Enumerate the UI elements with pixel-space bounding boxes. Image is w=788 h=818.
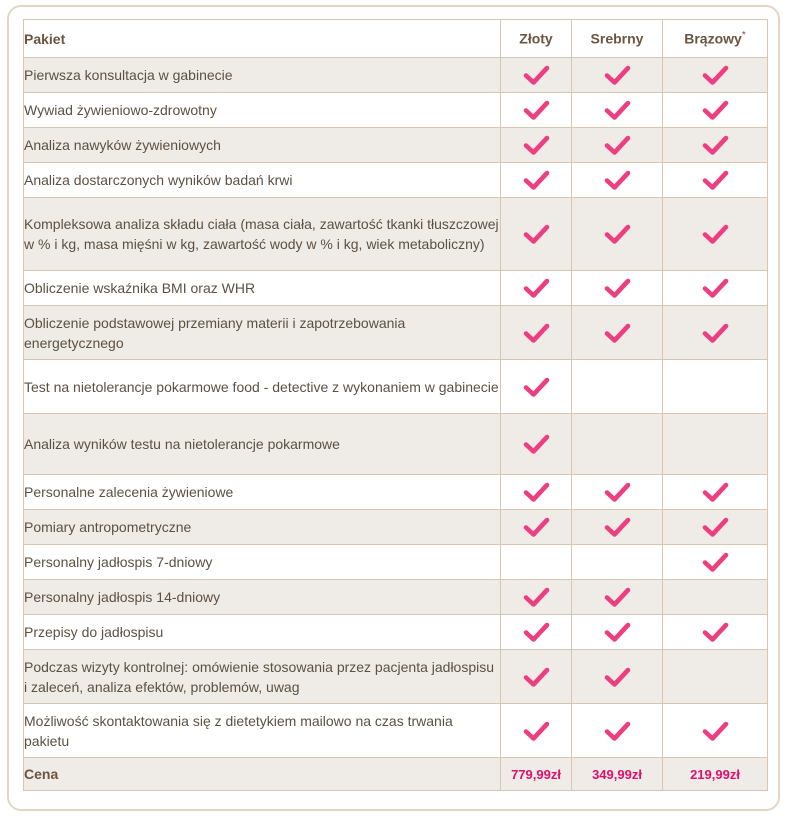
table-row: [24, 510, 768, 545]
mark-cell-gold: [501, 306, 572, 360]
table-row: [24, 615, 768, 650]
feature-label: Personalny jadłospis 14-dniowy: [24, 580, 501, 615]
table-row: [24, 163, 768, 198]
mark-cell-gold: [501, 510, 572, 545]
mark-cell-gold: [501, 360, 572, 414]
checkmark-icon: [604, 99, 631, 121]
table-body: [24, 58, 768, 758]
mark-cell-silver: [572, 58, 663, 93]
checkmark-icon: [604, 516, 631, 538]
checkmark-icon: [604, 481, 631, 503]
mark-cell-silver: [572, 475, 663, 510]
checkmark-icon: [702, 64, 729, 86]
table-row: [24, 93, 768, 128]
checkmark-icon: [702, 551, 729, 573]
checkmark-icon: [523, 99, 550, 121]
checkmark-icon: [604, 277, 631, 299]
package-comparison-table: [23, 19, 768, 791]
checkmark-icon: [604, 223, 631, 245]
mark-cell-silver: [572, 163, 663, 198]
price-label: Cena: [24, 758, 501, 791]
feature-label: Analiza nawyków żywieniowych: [24, 128, 501, 163]
table-row: [24, 306, 768, 360]
checkmark-icon: [604, 621, 631, 643]
mark-cell-bronze: [663, 360, 768, 414]
checkmark-icon: [702, 516, 729, 538]
feature-label: Personalne zalecenia żywieniowe: [24, 475, 501, 510]
table-row: [24, 545, 768, 580]
mark-cell-silver: [572, 93, 663, 128]
mark-cell-bronze: [663, 510, 768, 545]
silver-column-header: [572, 20, 663, 58]
checkmark-icon: [523, 64, 550, 86]
gold-column-header: [501, 20, 572, 58]
price-row: [24, 758, 768, 791]
price-silver: 349,99zł: [572, 758, 663, 791]
checkmark-icon: [523, 433, 550, 455]
table-row: [24, 580, 768, 615]
mark-cell-gold: [501, 163, 572, 198]
price-gold: 779,99zł: [501, 758, 572, 791]
mark-cell-silver: [572, 128, 663, 163]
feature-label: Wywiad żywieniowo-zdrowotny: [24, 93, 501, 128]
checkmark-icon: [523, 322, 550, 344]
checkmark-icon: [702, 720, 729, 742]
checkmark-icon: [523, 481, 550, 503]
feature-label: Pomiary antropometryczne: [24, 510, 501, 545]
mark-cell-gold: [501, 198, 572, 271]
mark-cell-gold: [501, 704, 572, 758]
mark-cell-bronze: [663, 128, 768, 163]
mark-cell-gold: [501, 650, 572, 704]
bronze-column-label: Brązowy: [684, 30, 742, 47]
feature-label: Kompleksowa analiza składu ciała (masa ciała, zawartość tkanki tłuszczowej w % i kg, masa mięśni w kg, zawartość wody w % i kg, wiek metaboliczny): [24, 198, 501, 271]
checkmark-icon: [523, 516, 550, 538]
checkmark-icon: [523, 720, 550, 742]
mark-cell-gold: [501, 93, 572, 128]
package-column-header: Pakiet: [24, 20, 501, 58]
feature-label: Test na nietolerancje pokarmowe food - detective z wykonaniem w gabinecie: [24, 360, 501, 414]
mark-cell-bronze: [663, 475, 768, 510]
feature-label: Obliczenie podstawowej przemiany materii i zapotrzebowania energetycznego: [24, 306, 501, 360]
checkmark-icon: [702, 322, 729, 344]
mark-cell-gold: [501, 128, 572, 163]
feature-label: Przepisy do jadłospisu: [24, 615, 501, 650]
checkmark-icon: [523, 586, 550, 608]
table-row: [24, 128, 768, 163]
mark-cell-silver: [572, 650, 663, 704]
mark-cell-bronze: [663, 163, 768, 198]
mark-cell-gold: [501, 414, 572, 475]
mark-cell-silver: [572, 580, 663, 615]
checkmark-icon: [702, 99, 729, 121]
mark-cell-silver: [572, 306, 663, 360]
mark-cell-gold: [501, 615, 572, 650]
table-row: [24, 475, 768, 510]
gold-column-label: Złoty: [519, 30, 553, 47]
checkmark-icon: [523, 134, 550, 156]
mark-cell-silver: [572, 360, 663, 414]
table-row: [24, 650, 768, 704]
table-row: [24, 704, 768, 758]
checkmark-icon: [702, 277, 729, 299]
checkmark-icon: [523, 666, 550, 688]
feature-label: Pierwsza konsultacja w gabinecie: [24, 58, 501, 93]
checkmark-icon: [523, 376, 550, 398]
mark-cell-gold: [501, 271, 572, 306]
checkmark-icon: [702, 621, 729, 643]
checkmark-icon: [702, 481, 729, 503]
mark-cell-bronze: [663, 650, 768, 704]
checkmark-icon: [604, 586, 631, 608]
mark-cell-bronze: [663, 615, 768, 650]
mark-cell-gold: [501, 475, 572, 510]
feature-label: Możliwość skontaktowania się z dietetykiem mailowo na czas trwania pakietu: [24, 704, 501, 758]
checkmark-icon: [702, 134, 729, 156]
mark-cell-bronze: [663, 580, 768, 615]
feature-label: Podczas wizyty kontrolnej: omówienie stosowania przez pacjenta jadłospisu i zaleceń, analiza efektów, problemów, uwag: [24, 650, 501, 704]
checkmark-icon: [523, 277, 550, 299]
price-bronze: 219,99zł: [663, 758, 768, 791]
checkmark-icon: [523, 169, 550, 191]
mark-cell-silver: [572, 198, 663, 271]
checkmark-icon: [604, 134, 631, 156]
checkmark-icon: [604, 666, 631, 688]
bronze-column-star: *: [741, 30, 746, 42]
table-row: [24, 414, 768, 475]
feature-label: Analiza dostarczonych wyników badań krwi: [24, 163, 501, 198]
checkmark-icon: [604, 322, 631, 344]
mark-cell-bronze: [663, 414, 768, 475]
mark-cell-bronze: [663, 58, 768, 93]
checkmark-icon: [604, 169, 631, 191]
checkmark-icon: [604, 64, 631, 86]
mark-cell-silver: [572, 704, 663, 758]
feature-label: Analiza wyników testu na nietolerancje pokarmowe: [24, 414, 501, 475]
checkmark-icon: [523, 223, 550, 245]
mark-cell-silver: [572, 510, 663, 545]
table-row: [24, 271, 768, 306]
table-row: [24, 360, 768, 414]
mark-cell-bronze: [663, 93, 768, 128]
checkmark-icon: [702, 223, 729, 245]
mark-cell-gold: [501, 580, 572, 615]
checkmark-icon: [523, 621, 550, 643]
mark-cell-silver: [572, 615, 663, 650]
mark-cell-bronze: [663, 545, 768, 580]
checkmark-icon: [604, 720, 631, 742]
mark-cell-gold: [501, 58, 572, 93]
table-header-row: [24, 20, 768, 58]
mark-cell-bronze: [663, 271, 768, 306]
mark-cell-silver: [572, 414, 663, 475]
mark-cell-bronze: [663, 704, 768, 758]
mark-cell-bronze: [663, 306, 768, 360]
mark-cell-silver: [572, 545, 663, 580]
mark-cell-silver: [572, 271, 663, 306]
silver-column-label: Srebrny: [590, 30, 644, 47]
table-row: [24, 198, 768, 271]
feature-label: Personalny jadłospis 7-dniowy: [24, 545, 501, 580]
mark-cell-gold: [501, 545, 572, 580]
mark-cell-bronze: [663, 198, 768, 271]
table-row: [24, 58, 768, 93]
checkmark-icon: [702, 169, 729, 191]
feature-label: Obliczenie wskaźnika BMI oraz WHR: [24, 271, 501, 306]
bronze-column-header: [663, 20, 768, 58]
